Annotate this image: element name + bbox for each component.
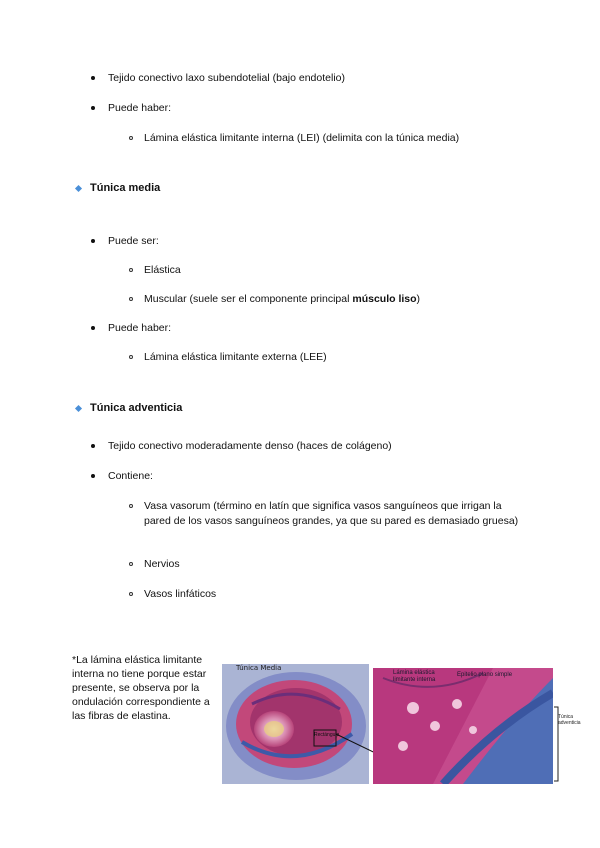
figure-label: Túnica adventicia [558,714,581,726]
list-item: Tejido conectivo moderadamente denso (haces de colágeno) [108,440,392,452]
list-item: Nervios [144,558,180,570]
list-item: Contiene: [108,470,153,482]
text: ) [416,293,421,305]
sub-bullet [129,268,133,272]
list-item: Puede ser: [108,235,159,247]
sub-bullet [129,504,133,508]
list-item: Elástica [144,264,181,276]
sub-bullet [129,136,133,140]
list-item: Puede haber: [108,102,172,114]
figure-label: Lámina elástica limitante interna [393,670,436,683]
bullet [91,76,95,80]
figure-label: Epitelio plano simple [457,672,513,678]
list-item: Tejido conectivo laxo subendotelial (bajo endotelio) [108,72,345,84]
list-item: Vasos linfáticos [144,588,217,600]
bullet [91,444,95,448]
list-item: Vasa vasorum (término en latín que significa vasos sanguíneos que irrigan la pared de los vasos sanguíneos grandes, ya que su pared es demasiado gruesa) [144,500,519,527]
diamond-bullet-icon [75,185,82,192]
vessel-wall-detail [373,668,553,784]
sub-bullet [129,562,133,566]
bullet [91,474,95,478]
list-item: Puede haber: [108,322,172,334]
text: Muscular (suele ser el componente principal [144,293,353,305]
diamond-bullet-icon [75,405,82,412]
figure-label: Túnica Media [236,664,282,672]
figure-label: Rectángulo [314,732,340,738]
note-text: *La lámina elástica limitante interna no tiene porque estar presente, se observa por la ondulación correspondiente a las fibras de elastina. [72,654,210,722]
list-item: Lámina elástica limitante externa (LEE) [144,351,327,363]
sub-bullet [129,355,133,359]
section-heading-adventicia: Túnica adventicia [90,402,183,414]
bullet [91,326,95,330]
bullet [91,239,95,243]
sub-bullet [129,297,133,301]
sub-bullet [129,592,133,596]
list-item: Lámina elástica limitante interna (LEI) (delimita con la túnica media) [144,132,460,144]
section-heading-media: Túnica media [90,182,161,194]
histology-image-right [373,668,553,784]
list-item [144,293,420,305]
bold-text: músculo liso [352,293,417,305]
bullet [91,106,95,110]
